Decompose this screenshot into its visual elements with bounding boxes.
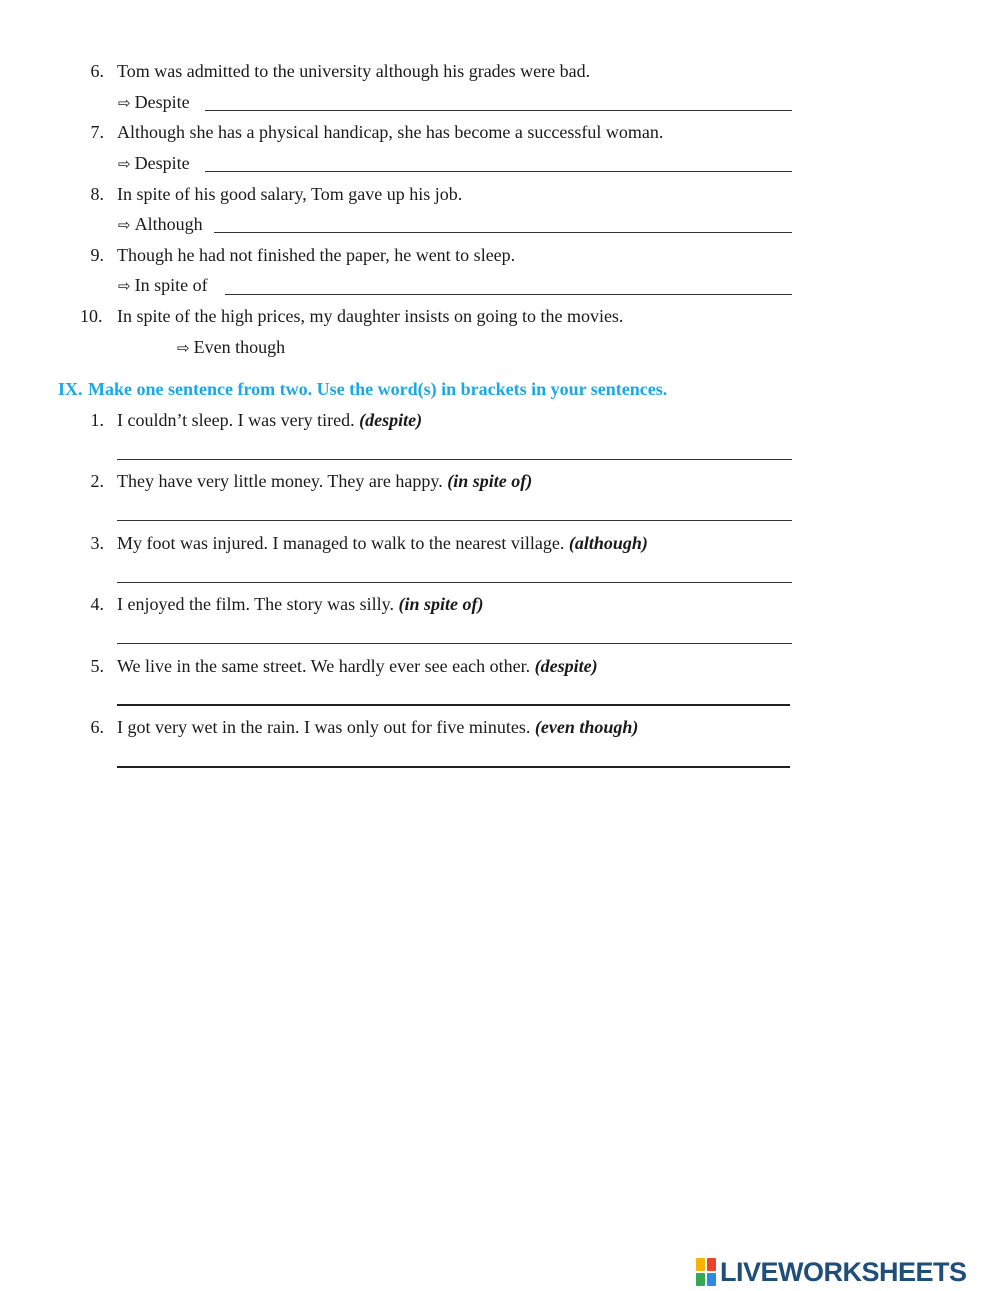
answer-prompt: ⇨ Despite bbox=[118, 92, 190, 112]
item-number: 8. bbox=[90, 184, 104, 204]
item-sentence: I enjoyed the film. The story was silly. (in spite of) bbox=[117, 594, 484, 614]
item-sentence: I got very wet in the rain. I was only out for five minutes. (even though) bbox=[117, 717, 639, 737]
item-sentence: Though he had not finished the paper, he went to sleep. bbox=[117, 245, 516, 265]
answer-blank[interactable] bbox=[214, 232, 792, 233]
arrow-right-icon: ⇨ bbox=[177, 339, 190, 357]
item-number: 7. bbox=[90, 122, 104, 142]
item-sentence: They have very little money. They are happy. (in spite of) bbox=[117, 471, 533, 491]
liveworksheets-logo bbox=[696, 1258, 967, 1286]
word-hint: (even though) bbox=[534, 717, 639, 737]
section-heading bbox=[58, 378, 667, 400]
item-number: 4. bbox=[90, 594, 104, 614]
answer-prompt: ⇨ Even though bbox=[177, 337, 286, 357]
section-numeral: IX. bbox=[58, 379, 83, 399]
answer-blank[interactable] bbox=[117, 582, 792, 583]
item-number: 6. bbox=[90, 717, 104, 737]
answer-blank[interactable] bbox=[117, 643, 792, 644]
answer-blank[interactable] bbox=[117, 766, 790, 768]
answer-blank[interactable] bbox=[225, 294, 792, 295]
item-sentence: In spite of the high prices, my daughter insists on going to the movies. bbox=[117, 306, 624, 326]
item-number: 2. bbox=[90, 471, 104, 491]
logo-text: LIVEWORKSHEETS bbox=[720, 1256, 967, 1287]
word-hint: (in spite of) bbox=[398, 594, 484, 614]
item-sentence: Although she has a physical handicap, she has become a successful woman. bbox=[117, 122, 664, 142]
item-sentence: I couldn’t sleep. I was very tired. (despite) bbox=[117, 410, 423, 430]
item-number: 1. bbox=[90, 410, 104, 430]
word-hint: (in spite of) bbox=[447, 471, 533, 491]
item-sentence: In spite of his good salary, Tom gave up his job. bbox=[117, 184, 463, 204]
item-sentence: Tom was admitted to the university although his grades were bad. bbox=[117, 61, 591, 81]
item-sentence: We live in the same street. We hardly ever see each other. (despite) bbox=[117, 656, 598, 676]
item-number: 10. bbox=[80, 306, 103, 326]
word-hint: (despite) bbox=[534, 656, 598, 676]
arrow-right-icon: ⇨ bbox=[118, 277, 131, 295]
item-number: 5. bbox=[90, 656, 104, 676]
section-title: Make one sentence from two. Use the word(s) in brackets in your sentences. bbox=[88, 379, 668, 399]
arrow-right-icon: ⇨ bbox=[118, 216, 131, 234]
answer-prompt: ⇨ In spite of bbox=[118, 275, 208, 295]
answer-blank[interactable] bbox=[205, 110, 792, 111]
arrow-right-icon: ⇨ bbox=[118, 155, 131, 173]
answer-blank[interactable] bbox=[117, 459, 792, 460]
word-hint: (although) bbox=[568, 533, 648, 553]
item-sentence: My foot was injured. I managed to walk to the nearest village. (although) bbox=[117, 533, 648, 553]
answer-prompt: ⇨ Despite bbox=[118, 153, 190, 173]
item-number: 3. bbox=[90, 533, 104, 553]
answer-blank[interactable] bbox=[205, 171, 792, 172]
logo-blocks-icon bbox=[696, 1258, 716, 1286]
item-number: 6. bbox=[90, 61, 104, 81]
answer-blank[interactable] bbox=[117, 704, 790, 706]
word-hint: (despite) bbox=[359, 410, 423, 430]
answer-blank[interactable] bbox=[117, 520, 792, 521]
answer-prompt: ⇨ Although bbox=[118, 214, 203, 234]
arrow-right-icon: ⇨ bbox=[118, 94, 131, 112]
item-number: 9. bbox=[90, 245, 104, 265]
